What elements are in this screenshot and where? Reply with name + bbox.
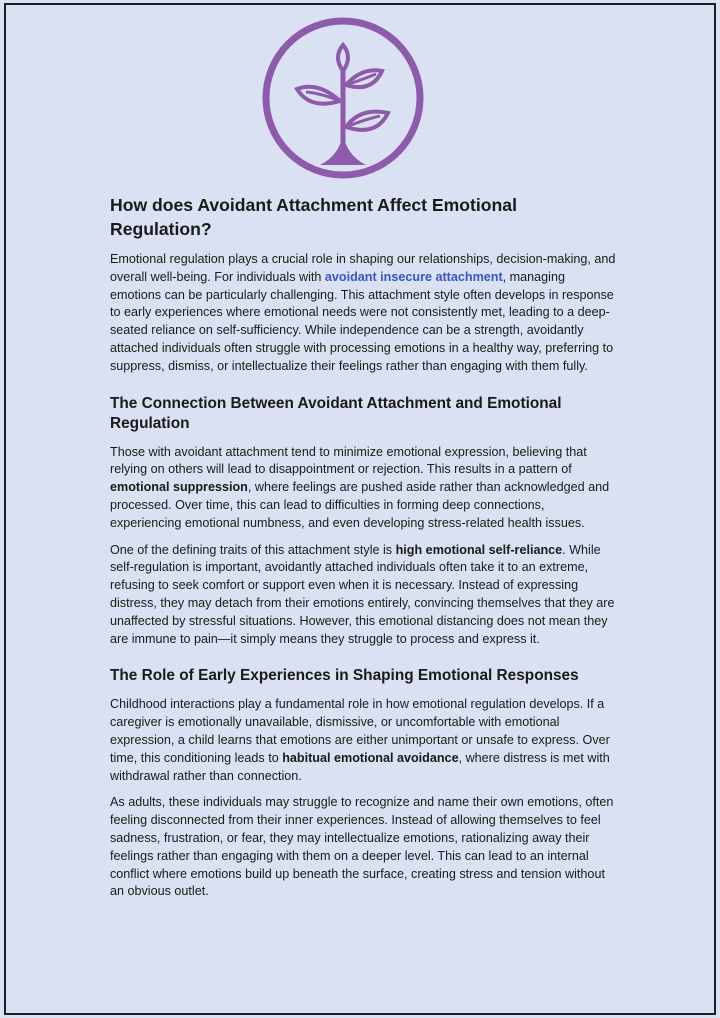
s1p2-bold: high emotional self-reliance (395, 542, 563, 557)
section2-paragraph-2: As adults, these individuals may struggle to recognize and name their own emotions, often feeling disconnected from their inner experiences. Instead of allowing themselves to feel sadness, frustration, or fear, they may intellectualize emotions, rationalizing away their feelings rather than engaging with them on a deeper level. This can lead to an internal conflict where emotions build up beneath the surface, creating stress and tension without an obvious outlet. (110, 795, 614, 899)
section2-paragraph-1 (110, 696, 618, 785)
document-page (4, 3, 716, 1015)
s2p1-bold: habitual emotional avoidance (282, 750, 459, 765)
s2p1-text-end: , where distress is met with withdrawal rather than connection. (110, 750, 610, 783)
avoidant-attachment-link[interactable]: avoidant insecure attachment (324, 269, 503, 284)
s1p2-text-end: . While self-regulation is important, avoidantly attached individuals often take it to an extreme, refusing to seek comfort or support even when it is necessary. Instead of expressing distress, they may detach from their emotions entirely, convincing themselves that they are unaffected by stressful situations. However, this emotional distancing does not mean they are immune to pain—it simply means they struggle to process and express it. (110, 542, 615, 646)
page-title: How does Avoidant Attachment Affect Emotional Regulation? (110, 195, 517, 239)
s1p1-bold: emotional suppression (110, 480, 248, 495)
section1-paragraph-1 (110, 444, 618, 533)
plant-sprout-icon (260, 15, 426, 181)
s1p1-text-start: Those with avoidant attachment tend to minimize emotional expression, believing that relying on others will lead to disappointment or rejection. This results in a pattern of (110, 444, 587, 477)
intro-text-start: Emotional regulation plays a crucial role in shaping our relationships, decision-making, and overall well-being. For individuals with (110, 252, 616, 284)
s1p2-text-start: One of the defining traits of this attachment style is (110, 542, 396, 557)
intro-paragraph (110, 251, 618, 376)
article-body (110, 193, 618, 910)
section1-heading: The Connection Between Avoidant Attachment and Emotional Regulation (110, 394, 562, 432)
s2p1-text-start: Childhood interactions play a fundamental role in how emotional regulation develops. If a caregiver is emotionally unavailable, dismissive, or uncomfortable with emotional expression, a child learns that emotions are either unimportant or unsafe to express. Over time, this conditioning leads to (110, 697, 610, 765)
section2-heading: The Role of Early Experiences in Shaping Emotional Responses (110, 667, 579, 685)
section1-paragraph-2 (110, 542, 618, 649)
s1p1-text-end: , where feelings are pushed aside rather than acknowledged and processed. Over time, this can lead to difficulties in forming deep connections, experiencing emotional numbness, and even developing stress-related health issues. (110, 480, 610, 530)
intro-text-end: , managing emotions can be particularly challenging. This attachment style often develops in response to early experiences where emotional needs were not consistently met, leading to a deep-seated reliance on self-sufficiency. While independence can be a strength, avoidantly attached individuals often struggle with processing emotions in a healthy way, preferring to suppress, dismiss, or intellectualize their feelings rather than engaging with them fully. (110, 269, 614, 373)
